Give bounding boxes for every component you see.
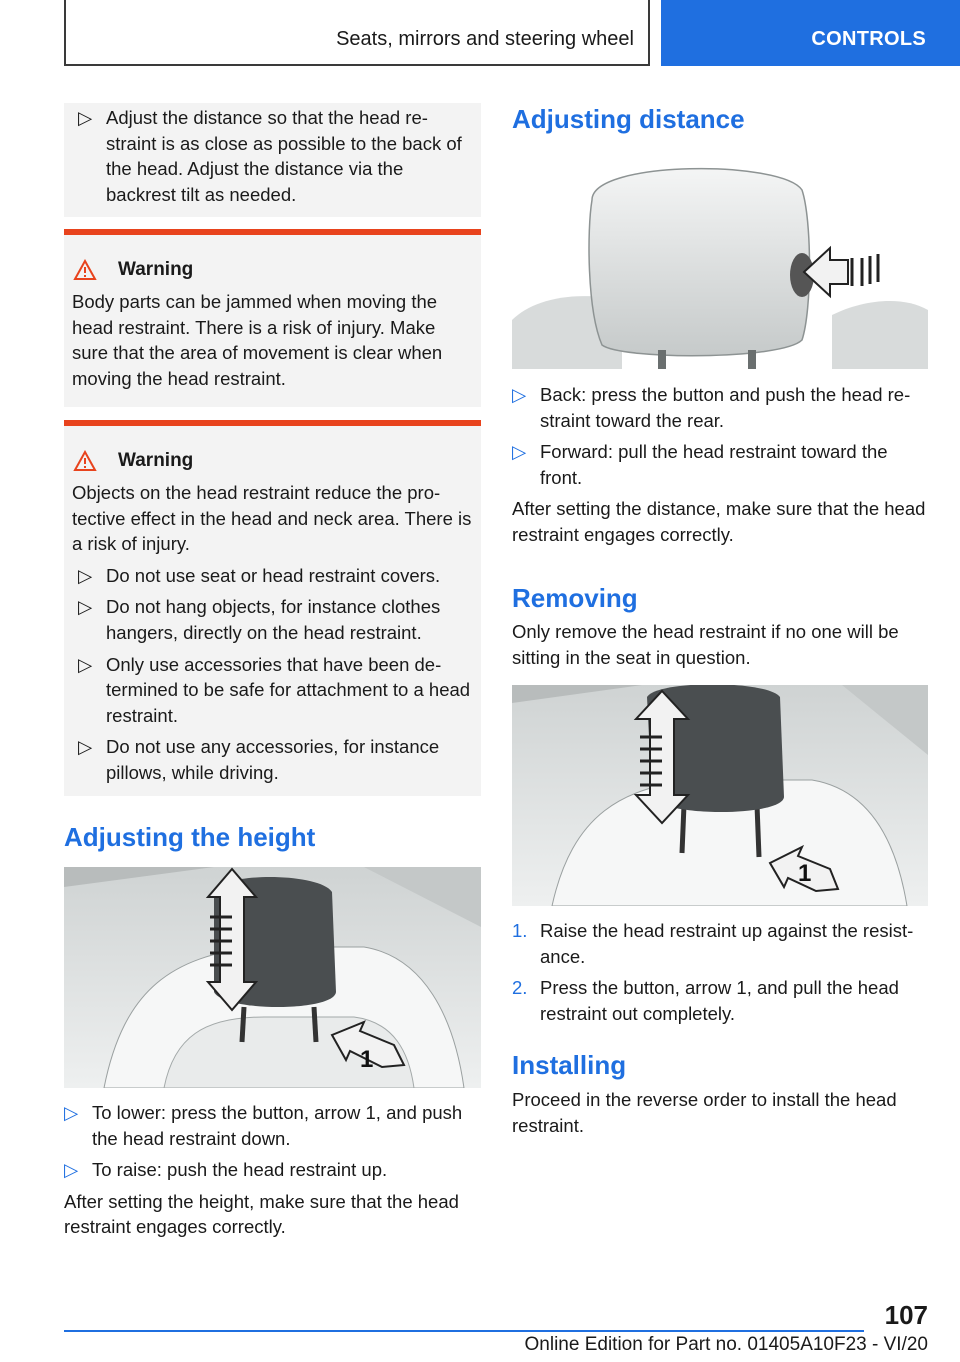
list-item: ▷ To raise: push the head restraint up. <box>64 1157 481 1183</box>
list-item: ▷ Do not use seat or head restraint covers. <box>72 563 472 589</box>
figure-height-adjust <box>64 867 481 1088</box>
bullet-icon: ▷ <box>78 736 93 758</box>
chapter-title: Seats, mirrors and steering wheel <box>336 28 634 50</box>
paragraph: After setting the distance, make sure that the head restraint engages correctly. <box>512 498 926 545</box>
list-item: ▷ Do not hang objects, for instance clothes hangers, directly on the head restraint. <box>78 596 441 643</box>
list-item: 2. Press the button, arrow 1, and pull the head restraint out completely. <box>512 977 899 1024</box>
section-heading-height: Adjusting the height <box>64 822 316 852</box>
edition-note: Online Edition for Part no. 01405A10F23 - VI/20 <box>524 1334 928 1355</box>
section-heading-removing: Removing <box>512 583 638 613</box>
bullet-icon: ▷ <box>78 107 93 128</box>
warning-text: Body parts can be jammed when moving the head restraint. There is a risk of injury. Make sure that the area of movement is clear when moving the head restraint. <box>72 291 443 389</box>
figure-distance-adjust <box>512 160 928 369</box>
section-heading-installing: Installing <box>512 1050 627 1080</box>
bullet-icon: ▷ <box>64 1159 79 1181</box>
warning-text: Objects on the head restraint reduce the pro- tective effect in the head and neck area. There is a risk of injury. <box>72 482 472 555</box>
footer-rule <box>64 1330 864 1332</box>
paragraph: After setting the height, make sure that the head restraint engages correctly. <box>64 1190 459 1238</box>
list-item: ▷ To lower: press the button, arrow 1, and push the head restraint down. <box>64 1102 463 1149</box>
section-heading-distance: Adjusting distance <box>512 104 745 134</box>
warning-heading: Warning <box>72 448 472 474</box>
bullet-icon: ▷ <box>78 596 93 618</box>
list-item: ▷ Back: press the button and push the head re- straint toward the rear. <box>512 384 911 431</box>
list-item: ▷ Forward: pull the head restraint toward the front. <box>512 441 888 488</box>
figure-callout-1: 1 <box>798 860 812 887</box>
bullet-icon: ▷ <box>512 384 527 405</box>
section-title: CONTROLS <box>811 28 926 50</box>
bullet-icon: ▷ <box>78 564 93 586</box>
warning-triangle-icon <box>72 259 118 281</box>
figure-removing <box>512 685 928 906</box>
warning-triangle-icon <box>72 450 118 472</box>
figure-callout-1: 1 <box>360 1046 374 1073</box>
bullet-icon: ▷ <box>78 653 93 675</box>
list-item: ▷ Only use accessories that have been de- termined to be safe for attachment to a head restraint. <box>78 653 471 726</box>
warning-heading: Warning <box>72 257 472 283</box>
page-number: 107 <box>884 1300 928 1330</box>
intro-box <box>64 103 481 217</box>
warning-box-1 <box>64 235 481 407</box>
bullet-icon: ▷ <box>64 1102 79 1123</box>
bullet-icon: ▷ <box>512 441 527 463</box>
intro-bullet: ▷ Adjust the distance so that the head re- straint is as close as possible to the back of the head. Adjust the distance via the backrest tilt as needed. <box>78 107 462 205</box>
header-chapter-box <box>64 0 650 66</box>
list-item: ▷ Do not use any accessories, for instance pillows, while driving. <box>78 736 440 783</box>
header-section-tab[interactable] <box>661 0 960 66</box>
list-item: 1. Raise the head restraint up against the resist- ance. <box>512 920 914 967</box>
paragraph: Proceed in the reverse order to install the head restraint. <box>512 1089 897 1136</box>
warning-box-2 <box>64 426 481 796</box>
paragraph: Only remove the head restraint if no one will be sitting in the seat in question. <box>512 621 899 668</box>
